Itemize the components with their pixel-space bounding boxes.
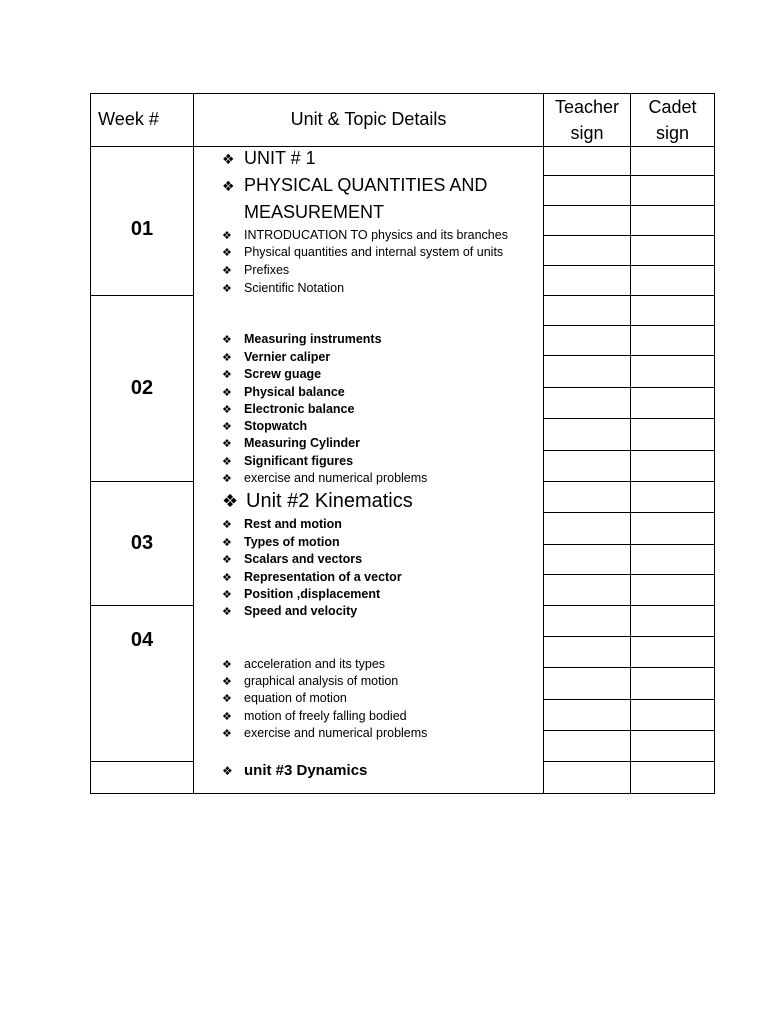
table-border-right (714, 93, 715, 794)
topic-item (222, 227, 508, 244)
topic-item (222, 708, 407, 725)
topic-item (222, 569, 402, 586)
header-teacher-line2: sign (570, 123, 604, 143)
bullet-icon: ❖ (222, 536, 232, 549)
topic-text: Electronic balance (244, 402, 355, 416)
header-teacher-sign (544, 94, 630, 146)
table-border-left (90, 93, 91, 794)
topic-text: equation of motion (244, 691, 347, 705)
bullet-icon: ❖ (222, 368, 232, 381)
bullet-icon: ❖ (222, 764, 233, 778)
topic-item (222, 534, 340, 551)
topic-text: MEASUREMENT (244, 202, 385, 222)
column-divider (630, 93, 631, 794)
column-divider (543, 93, 544, 794)
topic-text: Scalars and vectors (244, 552, 363, 566)
bullet-icon: ❖ (222, 553, 232, 566)
topic-item (222, 488, 413, 515)
topic-text: Stopwatch (244, 419, 308, 433)
topic-item (222, 349, 330, 366)
bullet-icon: ❖ (222, 386, 232, 399)
topic-text: motion of freely falling bodied (244, 709, 407, 723)
topic-text: exercise and numerical problems (244, 726, 428, 740)
topic-text: acceleration and its types (244, 657, 386, 671)
topic-item (222, 470, 427, 487)
bullet-icon: ❖ (222, 588, 232, 601)
topic-text: Rest and motion (244, 517, 342, 531)
topic-item (222, 690, 347, 707)
header-cadet-line2: sign (655, 123, 690, 143)
week-number: 02 (130, 377, 154, 399)
topic-item (222, 401, 354, 418)
topic-text: UNIT # 1 (244, 148, 316, 168)
bullet-icon: ❖ (222, 437, 232, 450)
week-number: 04 (130, 629, 154, 651)
bullet-icon: ❖ (222, 246, 232, 259)
topic-item (222, 656, 385, 673)
topic-text: PHYSICAL QUANTITIES AND (244, 175, 488, 195)
bullet-icon: ❖ (222, 264, 232, 277)
topic-item (222, 418, 307, 435)
topic-item (222, 586, 380, 603)
topic-item (222, 172, 487, 201)
topic-item (222, 145, 316, 174)
topic-item (222, 244, 503, 261)
topic-text: Representation of a vector (244, 570, 402, 584)
topic-text: Types of motion (244, 535, 340, 549)
topic-text: unit #3 Dynamics (244, 762, 368, 779)
bullet-icon: ❖ (222, 351, 232, 364)
topic-text: Measuring Cylinder (244, 436, 360, 450)
topic-text: Physical balance (244, 385, 345, 399)
bullet-icon: ❖ (222, 605, 232, 618)
bullet-icon: ❖ (222, 152, 235, 168)
week-number: 03 (130, 532, 154, 554)
bullet-icon: ❖ (222, 472, 232, 485)
topic-item (222, 603, 357, 620)
bullet-icon: ❖ (222, 403, 232, 416)
topic-text: Unit #2 Kinematics (246, 490, 413, 512)
topic-text: Scientific Notation (244, 281, 345, 295)
bullet-icon: ❖ (222, 692, 232, 705)
header-topic: Unit & Topic Details (290, 109, 447, 129)
bullet-icon: ❖ (222, 229, 232, 242)
column-divider (193, 93, 194, 794)
topic-item (222, 435, 360, 452)
table-border-bottom (90, 793, 715, 794)
topic-text: INTRODUCATION TO physics and its branches (244, 228, 508, 242)
topic-item (222, 280, 344, 297)
topic-text: exercise and numerical problems (244, 471, 428, 485)
topic-item (222, 673, 398, 690)
topic-text: Speed and velocity (244, 604, 358, 618)
topic-item (222, 551, 362, 568)
topic-item (222, 725, 427, 742)
week-divider (90, 295, 194, 296)
bullet-icon: ❖ (222, 179, 235, 195)
bullet-icon: ❖ (222, 727, 232, 740)
topic-text: Prefixes (244, 263, 290, 277)
header-cadet-sign (631, 94, 714, 146)
topic-text: Measuring instruments (244, 332, 382, 346)
bullet-icon: ❖ (222, 420, 232, 433)
topic-text: Physical quantities and internal system of units (244, 245, 504, 259)
topic-item (222, 453, 353, 470)
topic-item (222, 262, 289, 279)
bullet-icon: ❖ (222, 491, 239, 512)
bullet-icon: ❖ (222, 333, 232, 346)
week-divider (90, 605, 194, 606)
bullet-icon: ❖ (222, 455, 232, 468)
bullet-icon: ❖ (222, 710, 232, 723)
bullet-icon: ❖ (222, 658, 232, 671)
topic-item (222, 384, 345, 401)
topic-item (222, 366, 321, 383)
topic-text: Significant figures (244, 454, 354, 468)
header-week: Week # (98, 109, 159, 129)
week-number: 01 (130, 218, 154, 240)
topic-item (222, 761, 367, 781)
topic-text: Screw guage (244, 367, 322, 381)
bullet-icon: ❖ (222, 571, 232, 584)
week-divider (90, 761, 194, 762)
bullet-icon: ❖ (222, 518, 232, 531)
topic-item (222, 516, 342, 533)
header-cadet-line1: Cadet (648, 97, 697, 117)
header-divider (90, 146, 715, 147)
topic-text: Vernier caliper (244, 350, 331, 364)
topic-item (222, 199, 384, 226)
bullet-icon: ❖ (222, 282, 232, 295)
header-teacher-line1: Teacher (554, 97, 620, 117)
bullet-icon: ❖ (222, 675, 232, 688)
week-divider (90, 481, 194, 482)
topic-item (222, 331, 382, 348)
topic-text: Position ,displacement (244, 587, 381, 601)
topic-text: graphical analysis of motion (244, 674, 399, 688)
